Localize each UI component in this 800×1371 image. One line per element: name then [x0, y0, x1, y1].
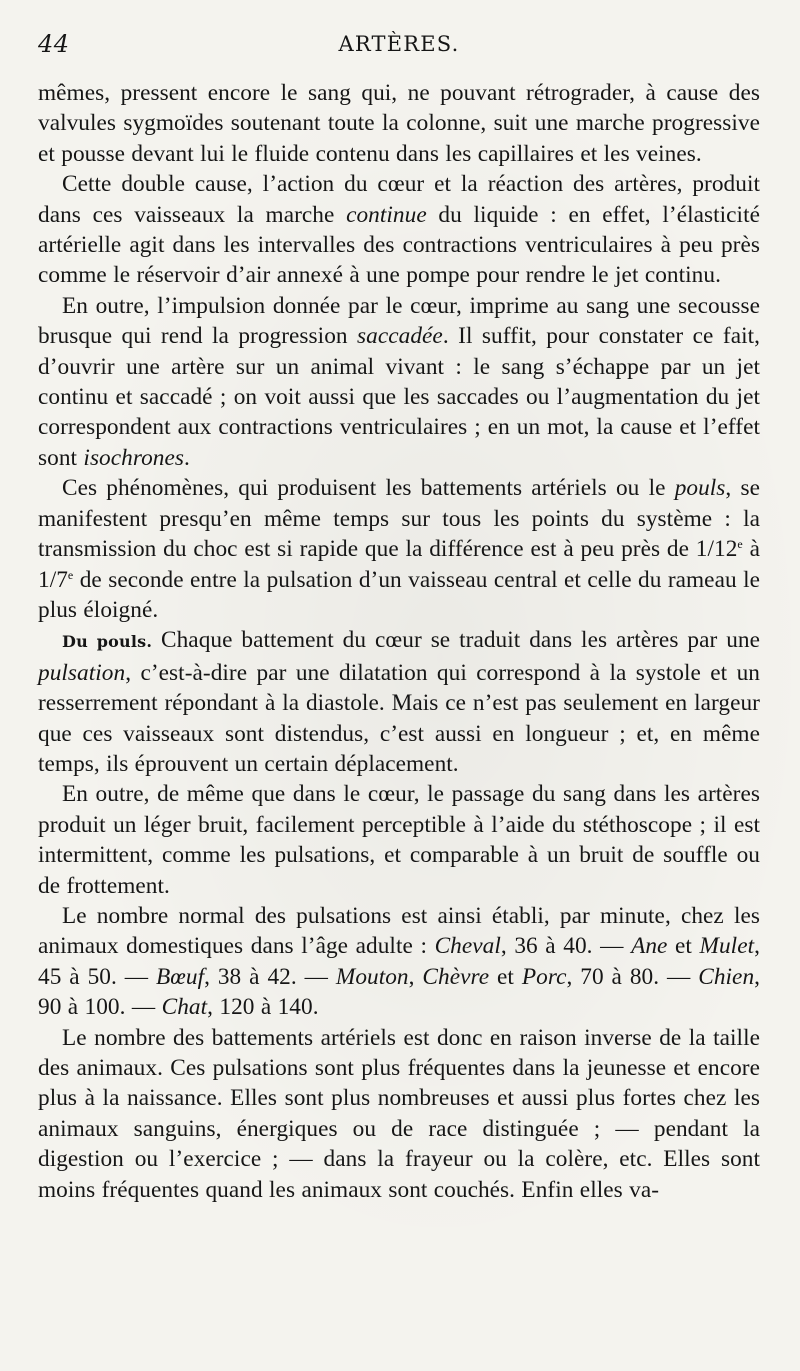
paragraph-bruit — [38, 779, 760, 901]
paragraph-text: Le nombre des battements artériels est donc en raison inverse de la taille des animaux. Ces pulsations sont plus fréquentes dans la jeunesse et encore plus à la naissance. Elles sont plus nombreuses et aussi plus fortes chez les animaux sanguins, énergiques ou de race distinguée ; — pendant la digestion ou l’exercice ; — dans la frayeur ou la colère, etc. Elles sont moins fréquentes quand les animaux sont couchés. Enfin elles va- — [38, 1024, 760, 1203]
paragraph-text: Cette double cause, l’action du cœur et la réaction des artères, produit dans ces vaisseaux la marche — [38, 171, 760, 228]
paragraph-text: . — [184, 444, 190, 471]
paragraph-text: , c’est-à-dire par une dilatation qui correspond à la systole et un resserrement répondant à la diastole. Mais ce n’est pas seulement en largeur que ces vaisseaux sont distendus, c’est aussi en longueur ; et, en même temps, ils éprouvent un certain déplacement. — [38, 659, 760, 777]
animal-name: Chat — [161, 994, 208, 1021]
paragraph-text: mêmes, pressent encore le sang qui, ne pouvant rétrograder, à cause des valvules sygmoïdes soutenant toute la colonne, suit une marche progressive et pousse devant lui le fluide contenu dans les capillaires et les veines. — [38, 80, 760, 167]
italic-term: pouls — [674, 475, 726, 502]
animal-name: Mouton — [335, 963, 409, 990]
page-number: 44 — [38, 30, 70, 58]
paragraph-text: . Il suffit, pour constater ce fait, d’ouvrir une artère sur un animal vivant : le sang s’échappe par un jet continu et saccadé ; on voit aussi que les saccades ou l’augmentation du jet correspondent aux contractions ventriculaires ; en un mot, la cause et l’effet sont — [38, 323, 760, 471]
italic-term: continue — [346, 201, 427, 228]
animal-name: Chien — [698, 963, 755, 990]
animal-name: Porc — [521, 963, 567, 990]
paragraph-text: , se manifestent presqu’en même temps sur tous les points du système : la transmission du choc est si rapide que la différence est à peu près de 1/12 — [38, 475, 760, 563]
paragraph-text: Le nombre normal des pulsations est ainsi établi, par minute, chez les animaux domestiques dans l’âge adulte : — [38, 902, 760, 960]
conjunction: et — [489, 963, 522, 990]
paragraph-text: du liquide : en effet, l’élasticité artérielle agit dans les intervalles des contractions ventriculaires à peu près comme le réservoir d’air annexé à une pompe pour rendre le jet continu. — [38, 201, 760, 289]
chapter-title: ARTÈRES. — [338, 32, 460, 56]
pulse-value: , 90 à 100. — — [38, 963, 761, 1021]
running-head — [38, 22, 760, 66]
paragraph-text: En outre, de même que dans le cœur, le passage du sang dans les artères produit un léger bruit, facilement perceptible à l’aide du stéthoscope ; il est intermittent, comme les pulsations, et comparable à un bruit de souffle ou de frottement. — [38, 781, 760, 899]
paragraph-raison-inverse — [38, 1023, 760, 1205]
animal-name: Cheval — [434, 933, 501, 960]
paragraph-text: Chaque battement du cœur se traduit dans les artères par une — [152, 627, 760, 654]
pulse-value: , 70 à 80. — — [566, 963, 699, 990]
animal-name: Mulet — [699, 933, 755, 960]
body-text — [38, 78, 760, 1205]
animal-name: Bœuf — [156, 963, 205, 990]
conjunction: et — [667, 933, 700, 960]
paragraph-phenomenes — [38, 473, 760, 625]
pulse-value: , 38 à 42. — — [204, 963, 336, 990]
superscript: e — [737, 537, 743, 552]
italic-term: saccadée — [357, 323, 443, 350]
paragraph-du-pouls — [38, 625, 760, 779]
animal-name: Ane — [631, 933, 668, 960]
pulse-value: , 45 à 50. — — [38, 933, 760, 990]
pulse-value: , 120 à 140. — [207, 994, 319, 1021]
paragraph-text: à 1/7 — [38, 536, 761, 593]
section-side-heading: Du pouls. — [62, 632, 153, 652]
separator: , — [408, 963, 423, 990]
animal-name: Chèvre — [422, 963, 490, 990]
paragraph-impulsion — [38, 291, 760, 473]
paragraph-continuation — [38, 78, 760, 169]
paragraph-text: de seconde entre la pulsation d’un vaisseau central et celle du rameau le plus éloigné. — [38, 566, 760, 623]
superscript: e — [67, 567, 74, 582]
italic-term: pulsation — [38, 659, 126, 686]
pulse-value: , 36 à 40. — — [500, 933, 632, 960]
paragraph-text: En outre, l’impulsion donnée par le cœur, imprime au sang une secousse brusque qui rend la progression — [38, 292, 760, 350]
paragraph-nombre-normal — [38, 901, 760, 1023]
paragraph-double-cause — [38, 169, 760, 291]
paragraph-text: Ces phénomènes, qui produisent les battements artériels ou le — [62, 475, 675, 502]
italic-term: isochrones — [83, 444, 185, 471]
